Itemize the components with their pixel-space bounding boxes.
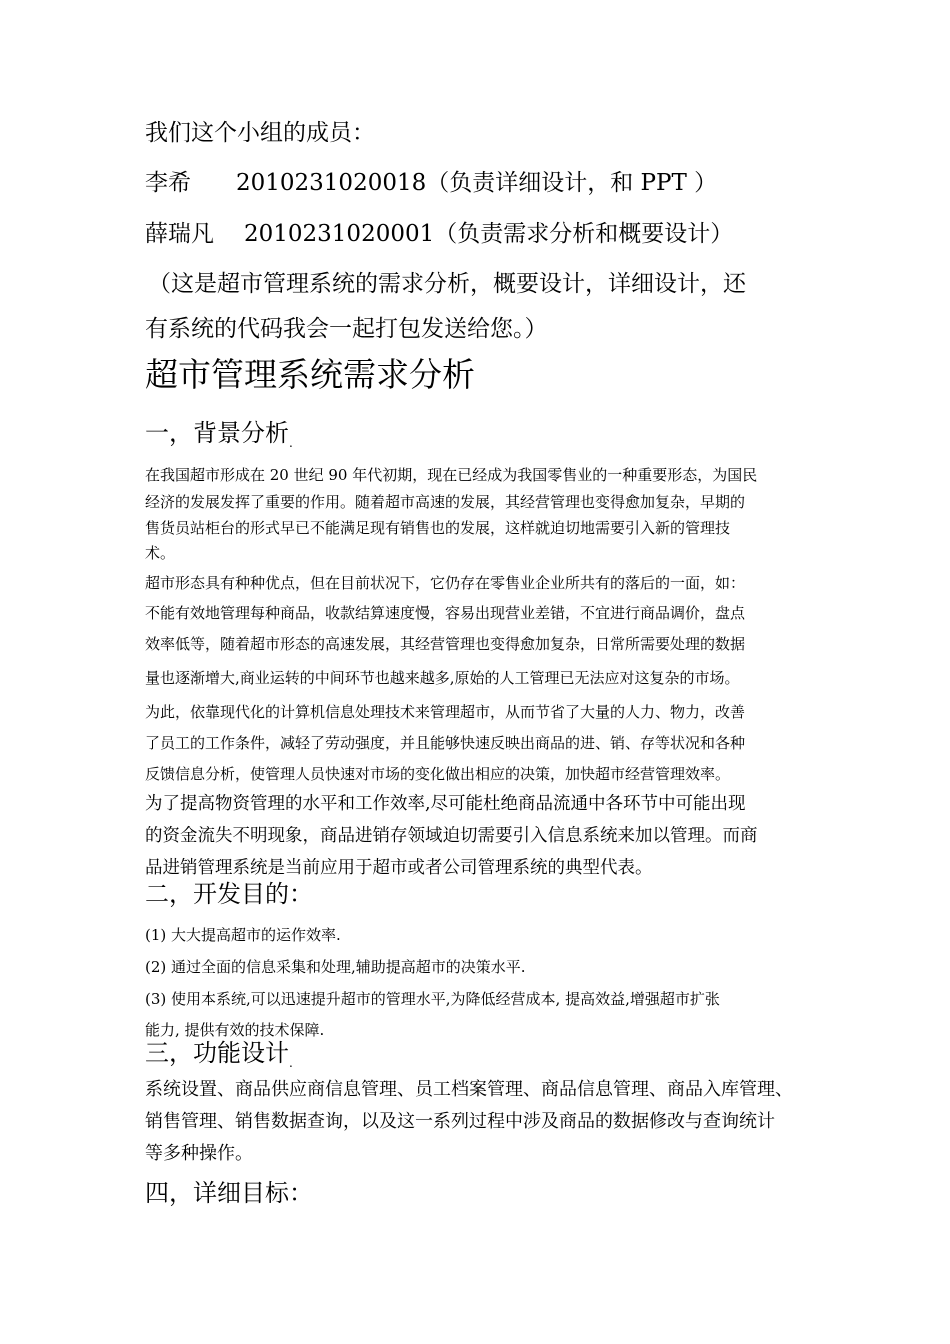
member-id-note: 2010231020018（负责详细设计，和 PPT ） <box>236 170 718 196</box>
paragraph-line: 反馈信息分析，使管理人员快速对市场的变化做出相应的决策，加快超市经营管理效率。 <box>145 765 731 783</box>
paragraph-line: 为此，依靠现代化的计算机信息处理技术来管理超市，从而节省了大量的人力、物力，改善 <box>145 703 746 721</box>
paragraph-line: 不能有效地管理每种商品，收款结算速度慢，容易出现营业差错，不宜进行商品调价，盘点 <box>145 604 746 622</box>
list-item: (2) 通过全面的信息采集和处理,辅助提高超市的决策水平. <box>145 958 526 976</box>
section-heading-text: 三，功能设计 <box>145 1039 289 1067</box>
paragraph-line: 品进销管理系统是当前应用于超市或者公司管理系统的典型代表。 <box>145 858 653 878</box>
paragraph-line: 等多种操作。 <box>145 1143 253 1164</box>
paragraph-line: 了员工的工作条件，减轻了劳动强度，并且能够快速反映出商品的进、销、存等状况和各种 <box>145 734 746 752</box>
member-name: 李希 <box>145 170 191 196</box>
paragraph-line: 效率低等，随着超市形态的高速发展，其经营管理也变得愈加复杂，日常所需要处理的数据 <box>145 635 746 653</box>
section-heading: 四，详细目标： <box>145 1179 313 1207</box>
heading-mark: . <box>289 436 293 450</box>
paragraph-line: 经济的发展发挥了重要的作用。随着超市高速的发展，其经营管理也变得愈加复杂，早期的 <box>145 493 746 511</box>
heading-mark: . <box>289 1056 293 1070</box>
list-item: 能力, 提供有效的技术保障. <box>145 1021 325 1039</box>
paragraph-line: 系统设置、商品供应商信息管理、员工档案管理、商品信息管理、商品入库管理、 <box>145 1079 793 1100</box>
list-item: (1) 大大提高超市的运作效率. <box>145 926 341 944</box>
paragraph-line: 为了提高物资管理的水平和工作效率,尽可能杜绝商品流通中各环节中可能出现 <box>145 794 746 814</box>
section-heading-text: 一，背景分析 <box>145 419 289 447</box>
note-line: 有系统的代码我会一起打包发送给您。） <box>145 316 548 342</box>
paragraph-line: 销售管理、销售数据查询，以及这一系列过程中涉及商品的数据修改与查询统计 <box>145 1111 775 1132</box>
section-heading <box>145 1038 293 1078</box>
document-title: 超市管理系统需求分析 <box>145 355 475 394</box>
members-heading: 我们这个小组的成员： <box>145 120 375 146</box>
list-item: (3) 使用本系统,可以迅速提升超市的管理水平,为降低经营成本, 提高效益,增强超市扩张 <box>145 990 720 1008</box>
member-id-note: 2010231020001（负责需求分析和概要设计） <box>244 221 734 247</box>
paragraph-line: 在我国超市形成在 20 世纪 90 年代初期，现在已经成为我国零售业的一种重要形态，为国民 <box>145 466 758 484</box>
note-line: （这是超市管理系统的需求分析，概要设计，详细设计，还 <box>148 271 746 297</box>
member-name: 薛瑞凡 <box>145 221 214 247</box>
member-row <box>145 219 733 249</box>
member-row <box>145 168 717 198</box>
paragraph-line: 售货员站柜台的形式早已不能满足现有销售也的发展，这样就迫切地需要引入新的管理技 <box>145 519 731 537</box>
section-heading <box>145 418 293 458</box>
paragraph-line: 的资金流失不明现象，商品进销存领域迫切需要引入信息系统来加以管理。而商 <box>145 826 758 846</box>
paragraph-line: 量也逐渐增大,商业运转的中间环节也越来越多,原始的人工管理已无法应对这复杂的市场。 <box>145 669 740 687</box>
paragraph-line: 超市形态具有种种优点，但在目前状况下，它仍存在零售业企业所共有的落后的一面，如： <box>145 574 746 592</box>
section-heading: 二，开发目的： <box>145 880 313 908</box>
paragraph-line: 术。 <box>145 544 176 562</box>
